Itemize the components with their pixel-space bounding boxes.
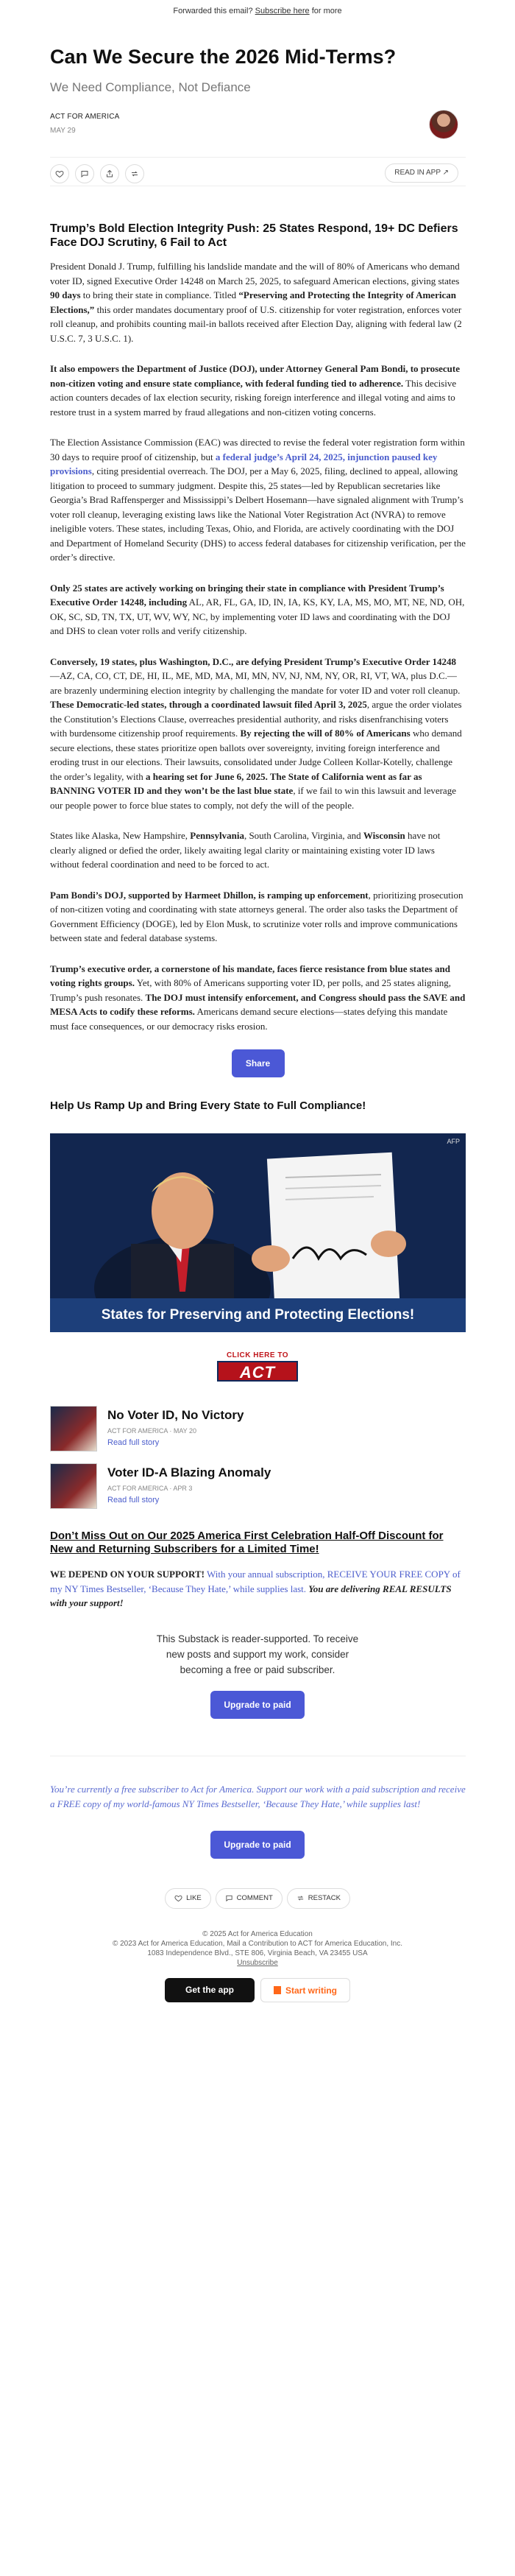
- story-meta: ACT FOR AMERICA · APR 3: [107, 1485, 193, 1492]
- comment-icon: [225, 1894, 233, 1902]
- comment-icon: [80, 169, 89, 178]
- publication-name[interactable]: ACT FOR AMERICA: [50, 113, 120, 121]
- signing-photo[interactable]: [50, 1133, 466, 1332]
- start-writing-button[interactable]: [260, 1978, 350, 2002]
- story-meta: ACT FOR AMERICA · MAY 20: [107, 1427, 197, 1435]
- substack-icon: [274, 1986, 281, 1994]
- story-thumbnail: [50, 1463, 97, 1509]
- restack-pill[interactable]: [287, 1888, 350, 1909]
- restack-icon: [296, 1894, 305, 1902]
- help-heading: Help Us Ramp Up and Bring Every State to Full Compliance!: [50, 1099, 366, 1112]
- photo-caption: States for Preserving and Protecting Elections!: [50, 1298, 466, 1332]
- story-read-link[interactable]: Read full story: [107, 1438, 160, 1447]
- related-story-1[interactable]: [50, 1406, 515, 1456]
- article-heading: Trump’s Bold Election Integrity Push: 25 States Respond, 19+ DC Defiers Face DOJ Scrutiny, 6 Fail to Act: [50, 222, 458, 249]
- footer-address: 1083 Independence Blvd., STE 806, Virginia Beach, VA 23455 USA: [147, 1949, 368, 1957]
- read-in-app-button[interactable]: READ IN APP ↗: [385, 163, 458, 183]
- post-date: MAY 29: [50, 127, 76, 135]
- get-app-button[interactable]: Get the app: [165, 1978, 255, 2002]
- related-story-2[interactable]: [50, 1463, 515, 1513]
- story-title[interactable]: Voter ID-A Blazing Anomaly: [107, 1465, 271, 1479]
- unsubscribe-link[interactable]: Unsubscribe: [237, 1958, 278, 1967]
- share-icon: [105, 169, 114, 178]
- post-subtitle: We Need Compliance, Not Defiance: [50, 80, 251, 94]
- footer-copyright: © 2025 Act for America Education: [202, 1929, 313, 1938]
- like-pill[interactable]: [165, 1888, 211, 1909]
- restack-icon: [130, 169, 139, 178]
- footer-line-2: © 2023 Act for America Education, Mail a Contribution to ACT for America Education, Inc.: [112, 1939, 403, 1948]
- comment-label: COMMENT: [236, 1893, 273, 1902]
- heart-icon: [174, 1894, 182, 1902]
- engagement-pills: [147, 1888, 368, 1909]
- paragraph-4: Only 25 states are actively working on bringing their state in compliance with President Trump’s Executive Order 14248, including AL, AR, FL, GA, ID, IN, IA, KS, KY, LA, MS, MO, MT, NE, ND, OH, OK, SC, SD, TN, TX, UT, WV, WY, NC, by implementing voter ID laws and coordinating with the DOJ and DHS to clean voter rolls and verify citizenship.: [50, 582, 465, 636]
- comment-button[interactable]: [75, 164, 94, 183]
- free-subscriber-text: You’re currently a free subscriber to Act for America. Support our work with a paid subscription and receive a FREE copy of my world-famous NY Times Bestseller, ‘Because They Hate,’ while supplies last!: [50, 1783, 466, 1809]
- heart-icon: [55, 169, 64, 178]
- footer: [0, 1929, 515, 1968]
- paragraph-6: States like Alaska, New Hampshire, Pennsylvania, South Carolina, Virginia, and Wisconsin have not clearly aligned or defied the order, likely awaiting legal clarity or maintaining existing voter ID laws without federal coordination and need to be forced to act.: [50, 830, 441, 870]
- story-thumbnail: [50, 1406, 97, 1451]
- byline: [50, 113, 515, 139]
- paragraph-3: The Election Assistance Commission (EAC) was directed to revise the federal voter registration form within 30 days to require proof of citizenship, but a federal judge’s April 24, 2025, injunction paused key provisions, citing presidential overreach. The DOJ, per a May 6, 2025, filing, declined to appeal, allowing litigation to proceed to summary judgment. Despite this, 25 states—led by Republican secretaries like Georgia’s Brad Raffensperger and Mississippi’s Delbert Hosemann—have signaled alignment with Trump’s voter roll cleanup, leveraging existing laws like the National Voter Registration Act (NVRA) to remove ineligible voters. These states, including Texas, Ohio, and Florida, are actively coordinating with the DOJ and Department of Homeland Security (DHS) to access federal databases for citizenship verification, per the order’s directive.: [50, 437, 466, 563]
- story-read-link[interactable]: Read full story: [107, 1496, 160, 1505]
- share-button[interactable]: Share: [232, 1049, 285, 1077]
- like-button[interactable]: [50, 164, 69, 183]
- paragraph-8: Trump’s executive order, a cornerstone of his mandate, faces fierce resistance from blue states and voting rights groups. Yet, with 80% of Americans supporting voter ID, per polls, and 25 states aligning, Trump’s push resonates. The DOJ must intensify enforcement, and Congress should pass the SAVE and MESA Acts to codify these reforms. Americans demand secure elections—states defying this mandate must face consequences, or our democracy risks erosion.: [50, 963, 466, 1032]
- author-avatar[interactable]: [429, 110, 458, 139]
- bottom-buttons: [0, 1978, 515, 2002]
- paragraph-1: President Donald J. Trump, fulfilling his landslide mandate and the will of 80% of Americans who demand voter ID, signed Executive Order 14248 on March 25, 2025, to safeguard American elections, giving states 90 days to bring their state in compliance. Titled “Preserving and Protecting the Integrity of American Elections,” this order mandates documentary proof of U.S. citizenship for voter registration, enforces voter roll cleanup, and prohibits counting mail-in ballots received after Election Day, aligning with federal law (2 U.S.C. 7, 3 U.S.C. 1).: [50, 261, 462, 344]
- act-now-button[interactable]: [213, 1351, 302, 1402]
- photo-credit: AFP: [447, 1138, 460, 1145]
- signing-illustration: [50, 1133, 466, 1298]
- cta-top-text: CLICK HERE TO: [226, 1351, 289, 1359]
- support-paragraph: WE DEPEND ON YOUR SUPPORT! With your annual subscription, RECEIVE YOUR FREE COPY of my NY Times Bestseller, ‘Because They Hate,’ while supplies last. You are delivering REAL RESULTS with your support!: [50, 1569, 461, 1608]
- cta-bottom-text: ACT NOW: [217, 1361, 298, 1382]
- post-title[interactable]: Can We Secure the 2026 Mid-Terms?: [50, 46, 397, 68]
- paragraph-5: Conversely, 19 states, plus Washington, D.C., are defying President Trump’s Executive Order 14248—AZ, CA, CO, CT, DE, HI, IL, ME, MD, MA, MI, MN, NV, NJ, NM, NY, OR, RI, VT, WA, plus D.C.—are brazenly undermining election integrity by challenging the mandate for voter ID and voter roll cleanup. These Democratic-led states, through a coordinated lawsuit filed April 3, 2025, argue the order violates the Constitution’s Elections Clause, overreaches presidential authority, and risks disenfranchising voters with burdensome citizenship proof requirements. By rejecting the will of 80% of Americans who demand secure elections, these states prioritize open ballots over sovereignty, inviting foreign interference and eroding trust in our elections. Their lawsuits, consolidated under Judge Colleen Kollar-Kotelly, challenge the order’s legality, with a hearing set for June 6, 2025. The State of California went as far as BANNING VOTER ID and they won’t be the last blue state, if we fail to win this lawsuit and leverage our people power to force blue states to comply, not defy the will of the people.: [50, 655, 462, 811]
- forwarded-bar: [0, 0, 515, 19]
- upgrade-button-2[interactable]: Upgrade to paid: [210, 1831, 305, 1859]
- reader-supported-text: This Substack is reader-supported. To receive new posts and support my work, consider becoming a free or paid subscriber.: [156, 1633, 359, 1675]
- share-button-top[interactable]: [100, 164, 119, 183]
- upgrade-button[interactable]: Upgrade to paid: [210, 1691, 305, 1719]
- paragraph-7: Pam Bondi’s DOJ, supported by Harmeet Dhillon, is ramping up enforcement, prioritizing prosecution of non-citizen voting and coordinating with state attorneys general. The order also tasks the Department of Government Efficiency (DOGE), led by Elon Musk, to scrutinize voter rolls and improve communications between state and federal database systems.: [50, 889, 464, 943]
- restack-button-top[interactable]: [125, 164, 144, 183]
- paragraph-2: It also empowers the Department of Justice (DOJ), under Attorney General Pam Bondi, to prosecute non-citizen voting and ensure state compliance, with federal funding tied to adherence. This decisive action counters decades of lax election security, risking foreign interference and illegal voting and aims to restore trust in a system marred by fraud allegations and non-citizen voting concerns.: [50, 363, 461, 418]
- promo-heading[interactable]: Don’t Miss Out on Our 2025 America First Celebration Half-Off Discount for New and Returning Subscribers for a Limited Time!: [50, 1530, 444, 1555]
- injunction-link[interactable]: a federal judge’s April 24, 2025, injunction paused key provisions: [50, 451, 438, 476]
- story-title[interactable]: No Voter ID, No Victory: [107, 1408, 244, 1422]
- post-actions-bar: [50, 157, 466, 186]
- article-body: [50, 222, 466, 1077]
- forwarded-text: Forwarded this email?: [173, 7, 253, 15]
- comment-pill[interactable]: [216, 1888, 283, 1909]
- start-writing-label: Start writing: [285, 1985, 337, 1996]
- forwarded-suffix: for more: [311, 7, 342, 15]
- restack-label: RESTACK: [308, 1893, 341, 1902]
- subscribe-link[interactable]: Subscribe here: [255, 7, 310, 15]
- like-label: LIKE: [186, 1893, 202, 1902]
